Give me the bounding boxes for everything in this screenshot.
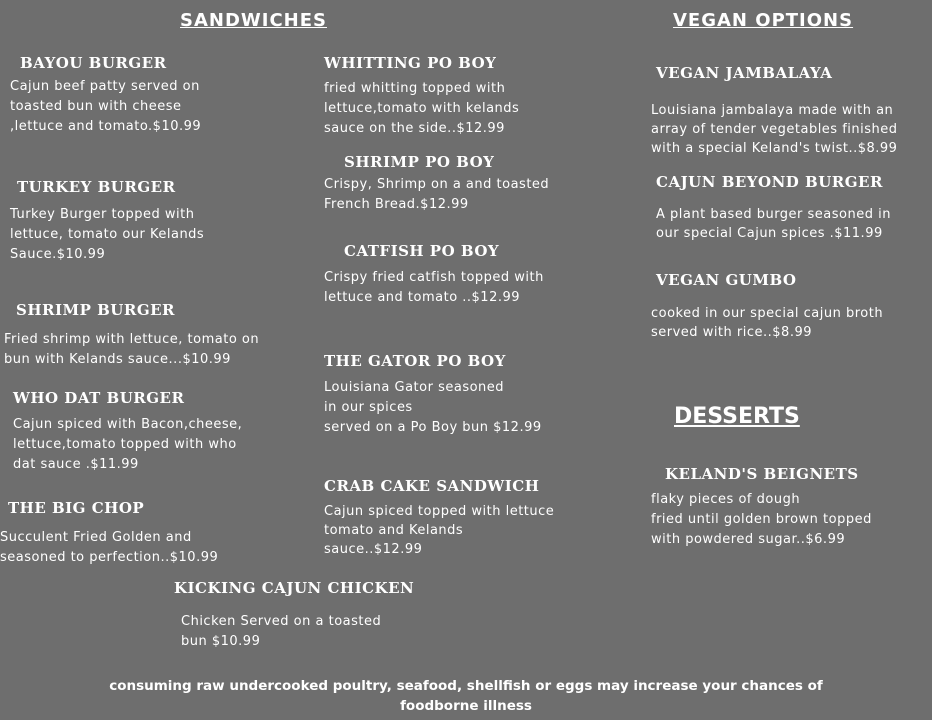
menu-item-name: VEGAN JAMBALAYA <box>656 64 833 82</box>
menu-item-name: SHRIMP BURGER <box>16 301 176 319</box>
allergy-disclaimer: consuming raw undercooked poultry, seafood, shellfish or eggs may increase your chances of foodborne illness <box>109 678 823 714</box>
menu-item-name: THE GATOR PO BOY <box>324 352 506 370</box>
menu-item-description: Louisiana jambalaya made with an array of tender vegetables finished with a special Keland's twist..$8.99 <box>651 103 898 156</box>
menu-item-description: cooked in our special cajun broth served with rice..$8.99 <box>651 306 884 340</box>
sandwiches-header: SANDWICHES <box>180 10 327 31</box>
menu-item-name: CAJUN BEYOND BURGER <box>656 173 883 191</box>
menu-item-name: SHRIMP PO BOY <box>344 153 495 171</box>
menu-item-name: VEGAN GUMBO <box>656 271 797 289</box>
menu-item-name: BAYOU BURGER <box>20 54 167 72</box>
menu-item-name: KELAND'S BEIGNETS <box>665 465 859 483</box>
vegan-options-header: VEGAN OPTIONS <box>673 10 854 31</box>
menu-item-description: Turkey Burger topped with lettuce, tomato our Kelands Sauce.$10.99 <box>10 207 205 262</box>
menu-item-name: TURKEY BURGER <box>17 178 176 196</box>
menu-item-name: KICKING CAJUN CHICKEN <box>174 579 415 597</box>
menu-item-description: fried whitting topped with lettuce,tomato with kelands sauce on the side..$12.99 <box>324 81 520 136</box>
menu-item-description: Louisiana Gator seasoned in our spices served on a Po Boy bun $12.99 <box>324 380 542 435</box>
menu-item-name: WHITTING PO BOY <box>324 54 497 72</box>
menu-item-description: Fried shrimp with lettuce, tomato on bun with Kelands sauce...$10.99 <box>4 332 260 367</box>
menu-item-name: THE BIG CHOP <box>8 499 145 517</box>
menu-item-name: CATFISH PO BOY <box>344 242 500 260</box>
menu-item-description: Cajun spiced with Bacon,cheese, lettuce,tomato topped with who dat sauce .$11.99 <box>13 417 243 472</box>
menu-item-description: flaky pieces of dough fried until golden brown topped with powdered sugar..$6.99 <box>651 492 872 547</box>
menu-item-description: Cajun beef patty served on toasted bun with cheese ,lettuce and tomato.$10.99 <box>10 79 202 134</box>
menu-item-description: Succulent Fried Golden and seasoned to perfection..$10.99 <box>0 530 219 565</box>
menu-item-description: Crispy fried catfish topped with lettuce and tomato ..$12.99 <box>324 270 544 305</box>
menu-item-description: A plant based burger seasoned in our special Cajun spices .$11.99 <box>656 207 891 241</box>
menu-item-name: WHO DAT BURGER <box>13 389 185 407</box>
desserts-header: DESSERTS <box>674 404 800 429</box>
menu-item-description: Cajun spiced topped with lettuce tomato and Kelands sauce..$12.99 <box>324 504 555 557</box>
menu-item-description: Chicken Served on a toasted bun $10.99 <box>181 614 382 649</box>
menu-item-name: CRAB CAKE SANDWICH <box>324 477 540 495</box>
menu-item-description: Crispy, Shrimp on a and toasted French Bread.$12.99 <box>324 177 550 212</box>
